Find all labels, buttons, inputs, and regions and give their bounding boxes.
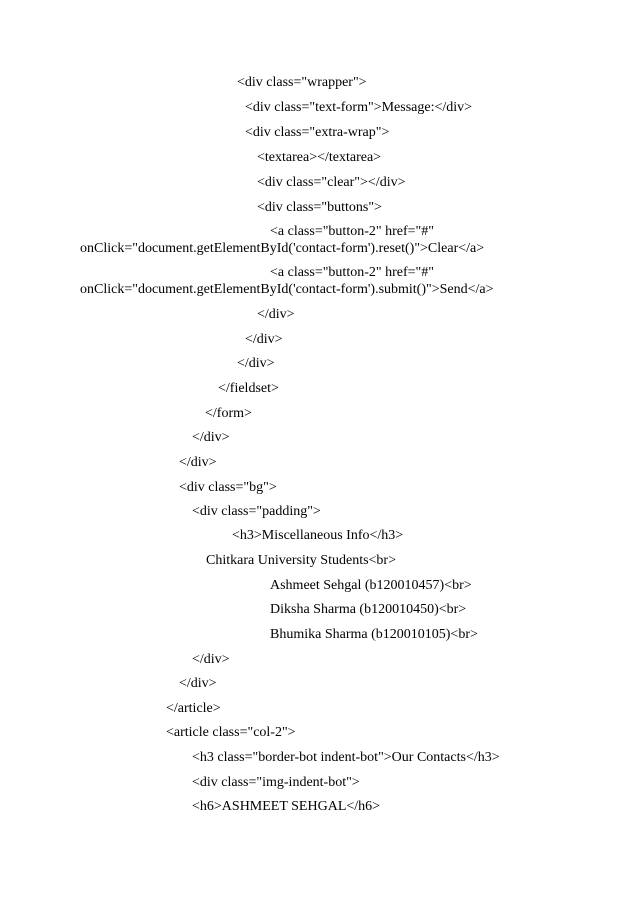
code-line: <div class="buttons">	[257, 200, 382, 215]
code-line: Diksha Sharma (b120010450)<br>	[270, 602, 467, 617]
code-line: <a class="button-2" href="#"	[270, 265, 434, 280]
code-line: Ashmeet Sehgal (b120010457)<br>	[270, 578, 472, 593]
code-line: Bhumika Sharma (b120010105)<br>	[270, 627, 478, 642]
code-line: <div class="wrapper">	[237, 75, 367, 90]
code-line: </div>	[192, 430, 230, 445]
code-line: <div class="text-form">Message:</div>	[245, 100, 473, 115]
code-line: </div>	[192, 652, 230, 667]
code-line: <article class="col-2">	[166, 725, 296, 740]
code-line: </fieldset>	[218, 381, 279, 396]
code-line: Chitkara University Students<br>	[206, 553, 396, 568]
code-line: <div class="padding">	[192, 504, 321, 519]
code-line: <h6>ASHMEET SEHGAL</h6>	[192, 799, 381, 814]
code-line: onClick="document.getElementById('contact-form').submit()">Send</a>	[80, 282, 494, 297]
code-line: <a class="button-2" href="#"	[270, 224, 434, 239]
code-line: </div>	[245, 332, 283, 347]
code-line: <div class="extra-wrap">	[245, 125, 390, 140]
code-line: <h3 class="border-bot indent-bot">Our Contacts</h3>	[192, 750, 500, 765]
code-line: </div>	[179, 676, 217, 691]
code-line: </div>	[257, 307, 295, 322]
code-line: </div>	[237, 356, 275, 371]
code-line: </article>	[166, 701, 221, 716]
code-line: onClick="document.getElementById('contact-form').reset()">Clear</a>	[80, 241, 485, 256]
code-line: <div class="bg">	[179, 480, 277, 495]
code-line: </div>	[179, 455, 217, 470]
code-line: <div class="img-indent-bot">	[192, 775, 360, 790]
code-line: <div class="clear"></div>	[257, 175, 406, 190]
code-line: </form>	[205, 406, 252, 421]
code-line: <textarea></textarea>	[257, 150, 382, 165]
code-line: <h3>Miscellaneous Info</h3>	[232, 528, 404, 543]
